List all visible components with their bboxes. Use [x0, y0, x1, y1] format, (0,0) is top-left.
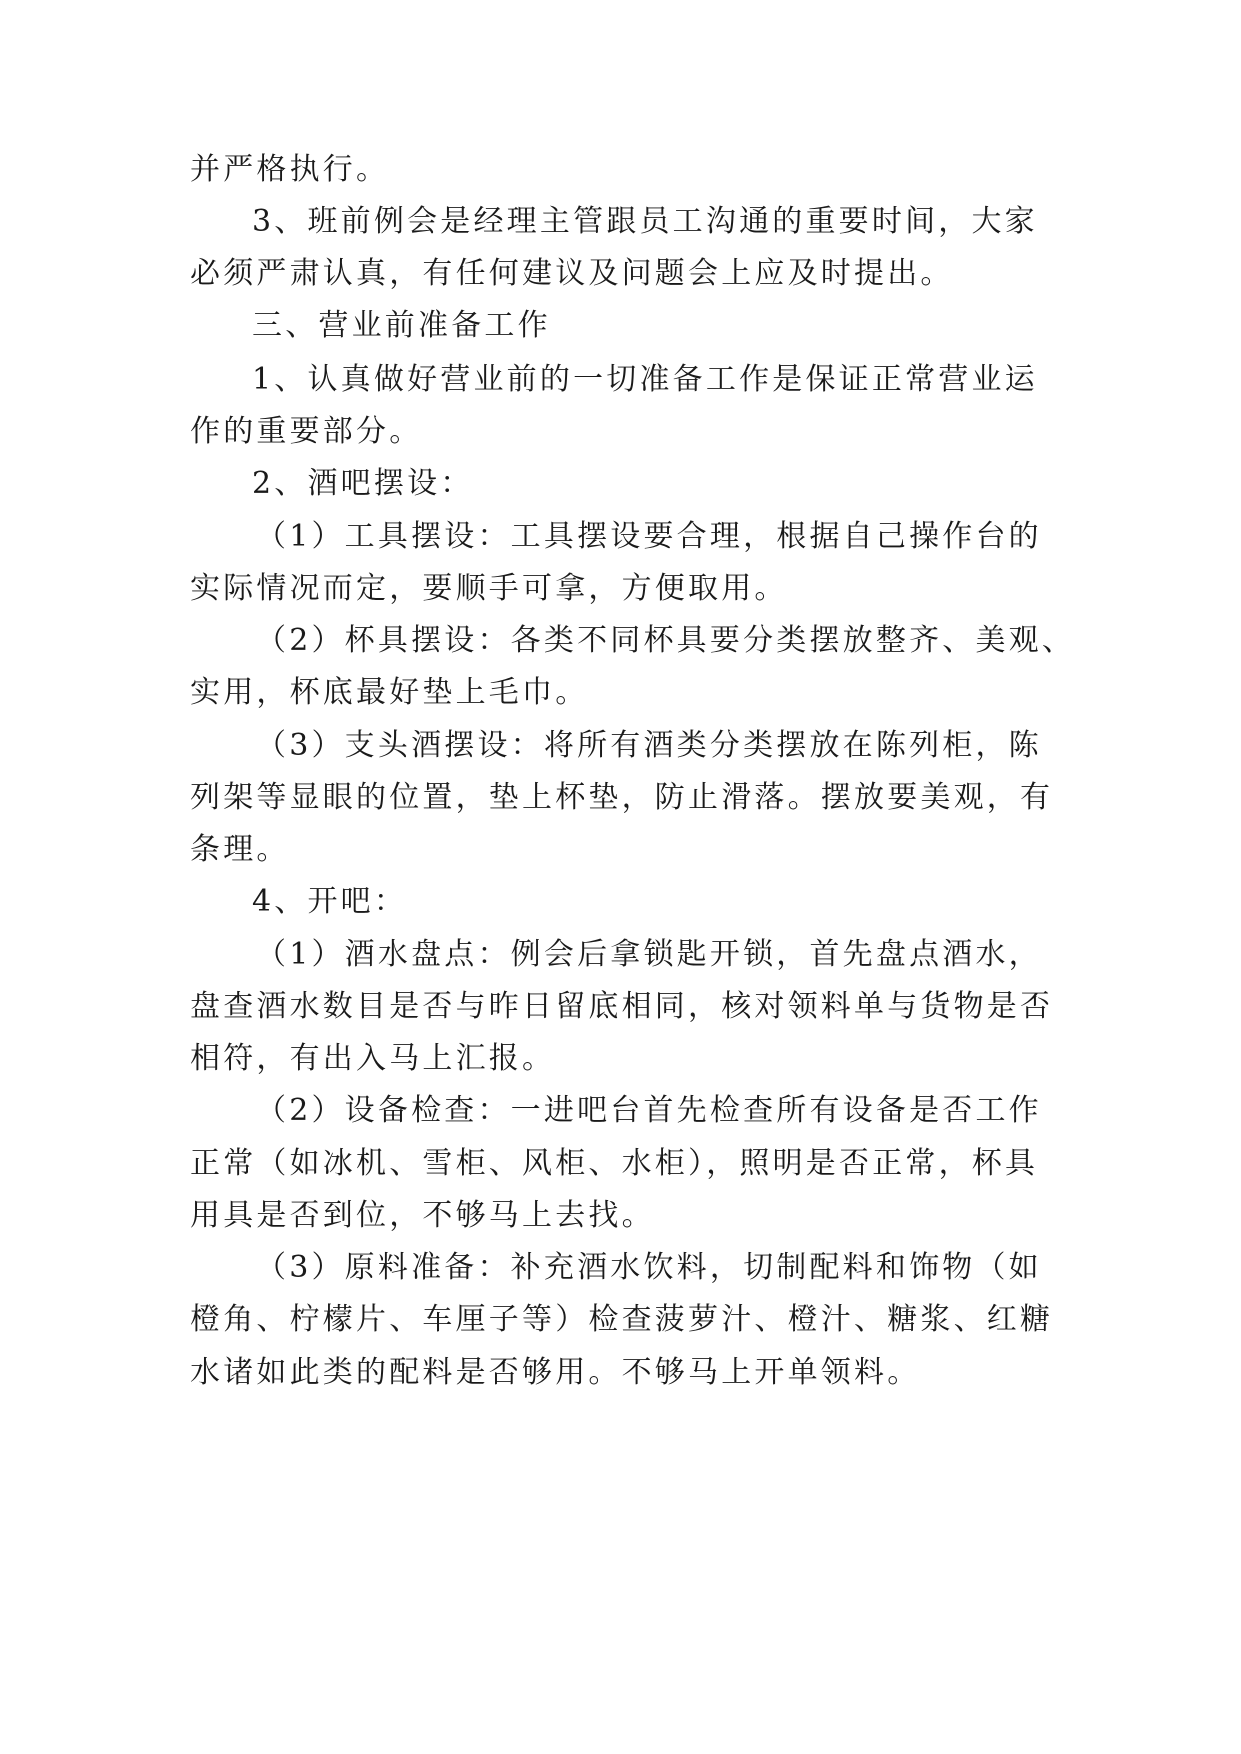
text-line: 4、开吧：	[252, 884, 408, 919]
text-line: 列架等显眼的位置，垫上杯垫，防止滑落。摆放要美观，有	[190, 780, 1054, 815]
text-line: 作的重要部分。	[190, 414, 423, 449]
text-line: 用具是否到位，不够马上去找。	[190, 1198, 655, 1233]
text-line: 并严格执行。	[190, 152, 390, 187]
text-line: （1）酒水盘点：例会后拿锁匙开锁，首先盘点酒水，	[256, 937, 1042, 972]
text-line: 正常（如冰机、雪柜、风柜、水柜），照明是否正常，杯具	[190, 1146, 1039, 1181]
text-line: （1）工具摆设：工具摆设要合理，根据自己操作台的	[256, 519, 1042, 554]
text-line: （2）杯具摆设：各类不同杯具要分类摆放整齐、美观、	[256, 623, 1076, 658]
section-heading: 三、营业前准备工作	[252, 308, 551, 343]
text-line: 实际情况而定，要顺手可拿，方便取用。	[190, 571, 788, 606]
text-line: 水诸如此类的配料是否够用。不够马上开单领料。	[190, 1355, 921, 1390]
text-line: （3）原料准备：补充酒水饮料，切制配料和饰物（如	[256, 1250, 1042, 1285]
text-line: （3）支头酒摆设：将所有酒类分类摆放在陈列柜，陈	[256, 728, 1042, 763]
text-line: 条理。	[190, 832, 290, 867]
text-line: 2、酒吧摆设：	[252, 466, 474, 501]
text-line: 盘查酒水数目是否与昨日留底相同，核对领料单与货物是否	[190, 989, 1054, 1024]
text-line: 1、认真做好营业前的一切准备工作是保证正常营业运	[252, 362, 1038, 397]
text-line: 必须严肃认真，有任何建议及问题会上应及时提出。	[190, 256, 954, 291]
text-line: 实用，杯底最好垫上毛巾。	[190, 675, 589, 710]
text-line: （2）设备检查：一进吧台首先检查所有设备是否工作	[256, 1093, 1042, 1128]
text-line: 相符，有出入马上汇报。	[190, 1041, 556, 1076]
text-line: 3、班前例会是经理主管跟员工沟通的重要时间，大家	[252, 204, 1038, 239]
text-line: 橙角、柠檬片、车厘子等）检查菠萝汁、橙汁、糖浆、红糖	[190, 1302, 1054, 1337]
